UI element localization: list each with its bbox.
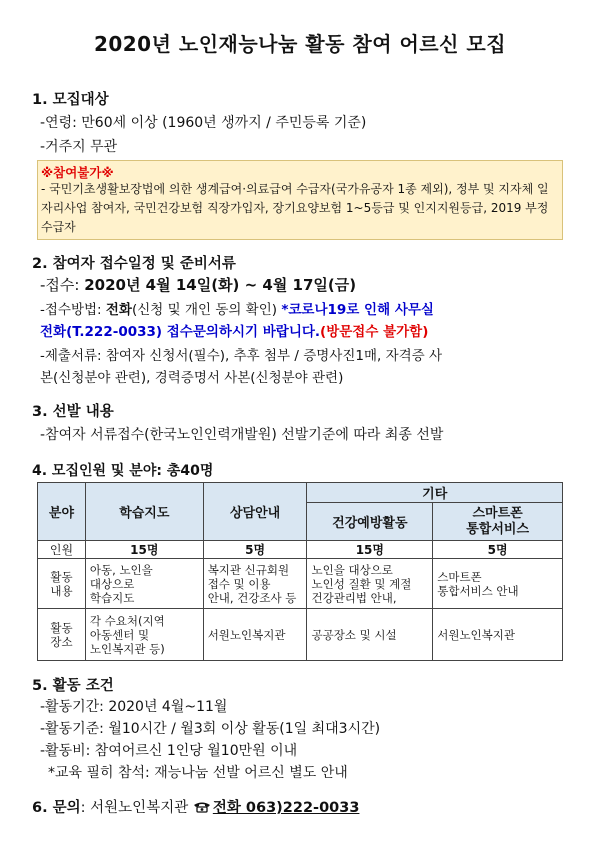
section-6-heading: 6. 문의 <box>32 800 81 816</box>
section-2-heading: 2. 참여자 접수일정 및 준비서류 <box>32 256 236 272</box>
table-cell: 스마트폰 통합서비스 안내 <box>433 559 563 609</box>
contact-line <box>32 796 359 817</box>
contact-org: : 서원노인복지관 <box>80 800 193 816</box>
covid-notice: *코로나19로 인해 사무실 <box>281 302 434 318</box>
education-note: *교육 필히 참석: 재능나눔 선발 어르신 별도 안내 <box>48 765 348 781</box>
table-cell: 5명 <box>203 541 307 559</box>
recruitment-table <box>37 482 563 661</box>
contact-phone: 전화 063)222-0033 <box>212 800 360 816</box>
row-label: 활동 장소 <box>38 609 86 661</box>
age-requirement: -연령: 만60세 이상 (1960년 생까지 / 주민등록 기준) <box>40 115 367 131</box>
activity-standard: -활동기준: 월10시간 / 월3회 이상 활동(1일 최대3시간) <box>40 721 381 737</box>
table-cell: 서원노인복지관 <box>433 609 563 661</box>
table-cell: 아동, 노인을 대상으로 학습지도 <box>85 559 203 609</box>
page-title: 2020년 노인재능나눔 활동 참여 어르신 모집 <box>93 32 507 56</box>
table-cell: 15명 <box>307 541 433 559</box>
field-header: 분야 <box>38 483 86 541</box>
method-rest: (신청 및 개인 동의 확인) <box>131 302 282 318</box>
col-header: 상담안내 <box>203 483 307 541</box>
row-label: 인원 <box>38 541 86 559</box>
section-1-heading: 1. 모집대상 <box>32 92 109 108</box>
col-header: 스마트폰 통합서비스 <box>433 503 563 541</box>
table-cell: 5명 <box>433 541 563 559</box>
etc-header: 기타 <box>307 483 563 503</box>
section-5-heading: 5. 활동 조건 <box>32 678 114 694</box>
method-bold: 전화 <box>105 302 132 318</box>
row-label: 활동 내용 <box>38 559 86 609</box>
table-cell: 15명 <box>85 541 203 559</box>
application-period <box>40 274 356 295</box>
ineligibility-notice <box>37 160 563 240</box>
phone-icon <box>193 801 211 813</box>
table-cell: 각 수요처(지역 아동센터 및 노인복지관 등) <box>85 609 203 661</box>
phone-inquiry: 전화(T.222-0033) 접수문의하시기 바랍니다. <box>40 324 321 340</box>
activity-pay: -활동비: 참여어르신 1인당 월10만원 이내 <box>40 743 298 759</box>
section-3-heading: 3. 선발 내용 <box>32 404 114 420</box>
application-method-2 <box>40 320 428 340</box>
application-method <box>40 298 434 318</box>
no-visit-notice: (방문접수 불가함) <box>320 324 429 340</box>
notice-title: ※참여불가※ <box>41 165 114 180</box>
selection-text: -참여자 서류접수(한국노인인력개발원) 선발기준에 따라 최종 선발 <box>40 427 444 443</box>
date-value: 2020년 4월 14일(화) ~ 4월 17일(금) <box>84 276 357 294</box>
required-documents: -제출서류: 참여자 신청서(필수), 추후 첨부 / 증명사진1매, 자격증 사 <box>40 348 443 364</box>
required-documents-2: 본(신청분야 관련), 경력증명서 사본(신청분야 관련) <box>40 370 344 386</box>
notice-body: - 국민기초생활보장법에 의한 생계급여·의료급여 수급자(국가유공자 1종 제외), 정부 및 지자체 일자리사업 참여자, 국민건강보험 직장가입자, 장기요양보험 1~5등급 및 인지지원등급, 2019 부정수급자 <box>41 182 549 234</box>
activity-period: -활동기간: 2020년 4월~11월 <box>40 699 228 715</box>
table-cell: 서원노인복지관 <box>203 609 307 661</box>
col-header: 건강예방활동 <box>307 503 433 541</box>
date-label: -접수: <box>40 276 85 294</box>
method-label: -접수방법: <box>40 302 106 318</box>
table-cell: 공공장소 및 시설 <box>307 609 433 661</box>
table-cell: 노인을 대상으로 노인성 질환 및 계절 건강관리법 안내, <box>307 559 433 609</box>
residence-requirement: -거주지 무관 <box>40 139 118 155</box>
col-header: 학습지도 <box>85 483 203 541</box>
table-cell: 복지관 신규회원 접수 및 이용 안내, 건강조사 등 <box>203 559 307 609</box>
section-4-heading: 4. 모집인원 및 분야: 총40명 <box>32 463 214 479</box>
